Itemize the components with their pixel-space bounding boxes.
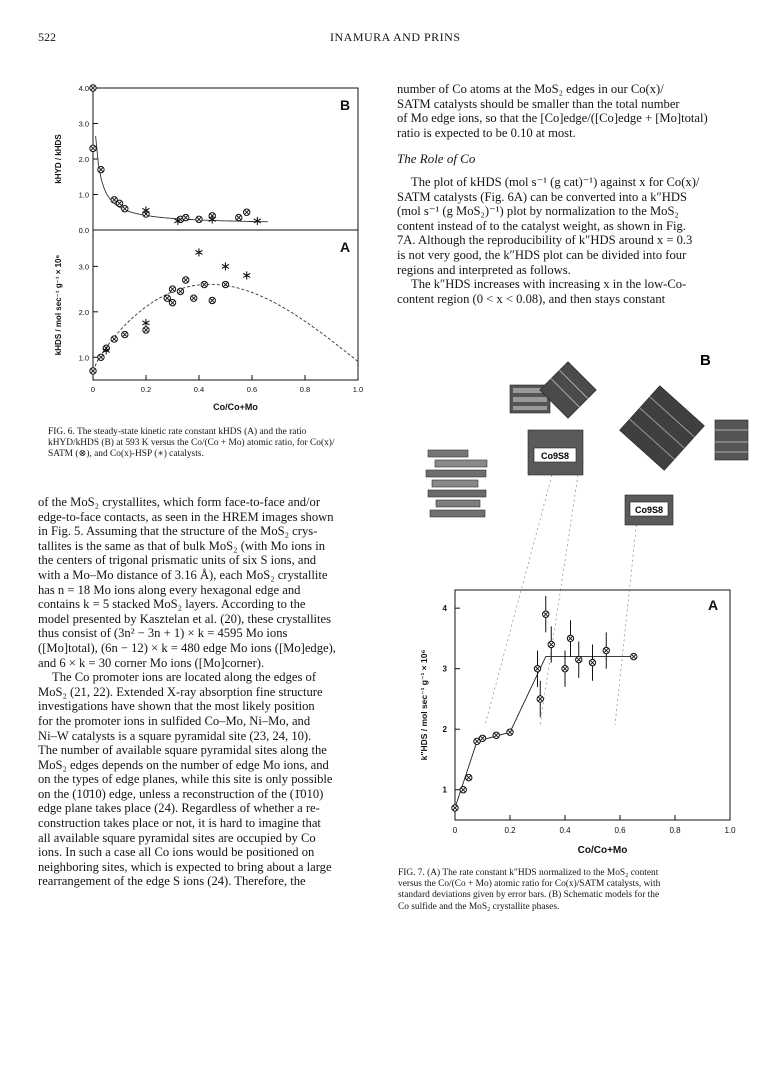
- y-tick-label: 1.0: [78, 190, 89, 200]
- plot-frame: [455, 590, 730, 820]
- fig7-caption-line: versus the Co/(Co + Mo) atomic ratio for Co(x)/SATM catalysts, with: [398, 879, 661, 890]
- data-point: [603, 647, 609, 653]
- data-point: [122, 331, 128, 337]
- data-point: [534, 665, 540, 671]
- y-tick-label: 2.0: [78, 307, 89, 317]
- panel-frame: [93, 230, 358, 380]
- paragraph-line: on the types of edge planes, while this site is only possible: [38, 772, 333, 787]
- paragraph-line: has n = 18 Mo ions along every hexagonal edge and: [38, 582, 301, 597]
- fig6-plot-area: [54, 84, 363, 412]
- data-point: ∗: [100, 342, 112, 358]
- left-column-text: [38, 495, 388, 889]
- paragraph-line: and 6 × k = 30 corner Mo ions ([Mo]corner).: [38, 655, 265, 670]
- data-point: [201, 281, 207, 287]
- data-point: ∗: [241, 267, 253, 283]
- fig6-caption-line: FIG. 6. The steady-state kinetic rate constant kHDS (A) and the ratio: [48, 427, 307, 437]
- paragraph-line: The number of available square pyramidal sites along the: [38, 743, 327, 758]
- paragraph-line: tallites is the same as that of bulk MoS₂ (with Mo ions in: [38, 538, 326, 553]
- paragraph-line: ([Mo]total), (6n − 12) × k = 480 edge Mo ions ([Mo]edge),: [38, 640, 336, 655]
- paragraph-line: MoS₂ (21, 22). Extended X-ray absorption fine structure: [38, 684, 323, 699]
- x-tick-label: 0.4: [559, 826, 571, 835]
- paragraph-line: of Mo edge ions, so that the [Co]edge/([Co]edge + [Mo]total): [397, 111, 708, 126]
- y-tick-label: 1.0: [78, 353, 89, 363]
- data-point: [537, 696, 543, 702]
- crystal-label: Co9S8: [634, 505, 664, 515]
- paragraph-line: SATM catalysts should be smaller than the total number: [397, 96, 680, 111]
- y-tick-label: 4.0: [78, 84, 89, 93]
- panel-label: A: [708, 597, 719, 613]
- fig6-chart: [38, 80, 378, 415]
- x-axis-label: Co/Co+Mo: [213, 402, 258, 412]
- data-point: [90, 368, 96, 374]
- paragraph-line: on the (10̄10) edge, unless a reconstruction of the (1̄010): [38, 786, 324, 801]
- fig7-figure: [400, 330, 755, 860]
- data-point: [222, 281, 228, 287]
- paragraph-line: contains k = 5 stacked MoS₂ layers. According to the: [38, 597, 306, 612]
- paragraph-line: thus consist of (3n² − 3n + 1) × k = 4595 Mo ions: [38, 626, 288, 641]
- fig7-caption-line: FIG. 7. (A) The rate constant k″HDS normalized to the MoS₂ content: [398, 868, 659, 878]
- x-tick-label: 0.6: [246, 385, 258, 394]
- data-point: ∗: [220, 258, 231, 274]
- x-tick-label: 0.8: [669, 826, 681, 835]
- data-point: [116, 200, 122, 206]
- data-point: [236, 214, 242, 220]
- data-point: [631, 653, 637, 659]
- paragraph-line: The k″HDS increases with increasing x in the low-Co-: [411, 277, 687, 292]
- paragraph-line: rearrangement of the edge S ions (24). Therefore, the: [38, 874, 306, 889]
- data-point: [562, 665, 568, 671]
- data-point: [479, 735, 485, 741]
- paragraph-line: number of Co atoms at the MoS₂ edges in our Co(x)/: [397, 82, 664, 96]
- data-point: ∗: [140, 315, 152, 331]
- crystal-label: Co9S8: [540, 451, 570, 461]
- mos2-stack-left: [426, 450, 487, 517]
- x-tick-label: 0.2: [504, 826, 516, 835]
- paragraph-line: for the promoter ions in sulfided Co–Mo, Ni–Mo, and: [38, 713, 311, 728]
- x-tick-label: 0.6: [614, 826, 626, 835]
- data-point: [466, 774, 472, 780]
- data-point: [169, 300, 175, 306]
- paragraph-line: The Co promoter ions are located along the edges of: [52, 670, 317, 685]
- x-axis-label: Co/Co+Mo: [577, 845, 628, 856]
- data-point: [183, 277, 189, 283]
- data-point: [122, 206, 128, 212]
- data-point: [209, 297, 215, 303]
- x-tick-label: 0.2: [140, 385, 152, 394]
- paragraph-line: with a Mo–Mo distance of 3.16 Å), each MoS₂ crystallite: [38, 567, 328, 582]
- data-point: [177, 288, 183, 294]
- y-tick-label: 3: [442, 664, 447, 674]
- trend-curve: [93, 284, 358, 371]
- data-point: [589, 659, 595, 665]
- data-point: ∗: [251, 213, 263, 229]
- data-point: ∗: [172, 213, 184, 229]
- fig6-caption: [48, 427, 378, 461]
- paragraph-line: all available square pyramidal sites are occupied by Co: [38, 830, 316, 845]
- right-column-text: [397, 82, 747, 306]
- paragraph-line: neighboring sites, which is expected to bring about a large: [38, 859, 332, 874]
- y-axis-label: k″HDS / mol sec⁻¹ g⁻¹ × 10⁶: [419, 649, 429, 761]
- data-point: [90, 85, 96, 91]
- paragraph-line: (mol s⁻¹ (g MoS₂)⁻¹) plot by normalization to the MoS₂: [397, 204, 679, 219]
- y-tick-label: 2.0: [78, 155, 89, 164]
- paragraph-line: the centers of trigonal prismatic units of six S ions, and: [38, 553, 317, 568]
- panel-label: B: [340, 97, 351, 113]
- fig6-caption-line: kHYD/kHDS (B) at 593 K versus the Co/(Co + Mo) atomic ratio, for Co(x)/: [48, 438, 335, 449]
- data-point: [169, 286, 175, 292]
- y-axis-label: kHDS / mol sec⁻¹ g⁻¹ × 10⁶: [54, 254, 63, 356]
- co9s8-crystal-2: [625, 495, 673, 525]
- running-title: INAMURA AND PRINS: [330, 30, 461, 44]
- y-axis-label: kHYD / kHDS: [54, 134, 63, 184]
- data-point: [576, 656, 582, 662]
- paragraph-line: content region (0 < x < 0.08), and then stays constant: [397, 291, 666, 306]
- y-tick-label: 3.0: [78, 119, 89, 129]
- mos2-crystal-large: [620, 386, 705, 471]
- paragraph-line: in Fig. 5. Assuming that the structure of the MoS₂ crys-: [38, 524, 318, 539]
- data-point: [90, 145, 96, 151]
- fig7-caption-line: standard deviations given by error bars. (B) Schematic models for the: [398, 890, 660, 901]
- paragraph-line: The plot of kHDS (mol s⁻¹ (g cat)⁻¹) against x for Co(x)/: [411, 174, 700, 189]
- fig7-caption: [398, 868, 758, 913]
- fig7-caption-line: Co sulfide and the MoS₂ crystallite phases.: [398, 901, 560, 912]
- data-point: ∗: [206, 211, 218, 227]
- data-point: [460, 787, 466, 793]
- x-tick-label: 0.4: [193, 385, 205, 394]
- y-tick-label: 4: [442, 604, 447, 614]
- y-tick-label: 2: [442, 725, 447, 735]
- data-point: ∗: [193, 244, 205, 260]
- y-tick-label: 0.0: [78, 226, 89, 235]
- data-point: [111, 336, 117, 342]
- guide-line: [615, 510, 638, 725]
- x-tick-label: 1.0: [724, 826, 736, 835]
- data-point: [196, 216, 202, 222]
- paragraph-line: regions and interpreted as follows.: [397, 262, 571, 277]
- data-point: [548, 641, 554, 647]
- paragraph-line: construction takes place or not, it is hard to imagine that: [38, 816, 321, 831]
- data-point: [452, 805, 458, 811]
- data-point: [191, 295, 197, 301]
- panel-frame: [93, 88, 358, 230]
- data-point: [567, 635, 573, 641]
- data-point: [244, 209, 250, 215]
- paragraph-line: of the MoS₂ crystallites, which form face-to-face and/or: [38, 495, 321, 509]
- data-point: [98, 166, 104, 172]
- panel-label: A: [340, 239, 351, 255]
- x-tick-label: 0.8: [299, 385, 311, 394]
- fig6-caption-line: SATM (⊗), and Co(x)-HSP (∗) catalysts.: [48, 449, 204, 460]
- paragraph-line: 7A. Although the reproducibility of k″HDS around x = 0.3: [397, 233, 693, 248]
- paragraph-line: edge-to-face contacts, as seen in the HREM images shown: [38, 509, 334, 524]
- paragraph-line: ratio is expected to be 0.10 at most.: [397, 125, 576, 140]
- paragraph-line: edge plane takes place (24). Regardless of whether a re-: [38, 801, 320, 816]
- trend-line: [455, 657, 634, 808]
- paragraph-line: SATM catalysts (Fig. 6A) can be converted into a k″HDS: [397, 189, 687, 204]
- paragraph-line: Ni–W catalysts is a square pyramidal site (23, 24, 10).: [38, 728, 312, 743]
- y-tick-label: 3.0: [78, 262, 89, 272]
- data-point: [164, 295, 170, 301]
- fig7-schematic: [426, 352, 748, 725]
- guide-line: [485, 475, 552, 725]
- fig7-panel-label-b: B: [700, 352, 711, 369]
- page-number: 522: [38, 30, 56, 44]
- data-point: [543, 611, 549, 617]
- x-tick-label: 0: [452, 826, 458, 835]
- data-point: [183, 214, 189, 220]
- y-tick-label: 1: [442, 785, 447, 795]
- paragraph-line: content instead of to the catalyst weight, as shown in Fig.: [397, 218, 686, 233]
- data-point: [507, 729, 513, 735]
- co9s8-crystal-1: [528, 430, 583, 475]
- x-tick-label: 0: [90, 385, 96, 394]
- data-point: [493, 732, 499, 738]
- paragraph-line: investigations have shown that the most likely position: [38, 699, 315, 714]
- paragraph-line: ions. In such a case all Co ions would be positioned on: [38, 845, 315, 860]
- data-point: ∗: [140, 202, 152, 218]
- mos2-block-right: [715, 420, 748, 460]
- paragraph-line: model presented by Kasztelan et al. (20), these crystallites: [38, 611, 332, 626]
- paragraph-line: MoS₂ edges depends on the number of edge Mo ions, and: [38, 757, 329, 772]
- section-title: The Role of Co: [397, 151, 476, 167]
- x-tick-label: 1.0: [352, 385, 364, 394]
- paragraph-line: is not very good, the k″HDS plot can be divided into four: [397, 247, 687, 262]
- fig7-plot-area: [419, 590, 736, 856]
